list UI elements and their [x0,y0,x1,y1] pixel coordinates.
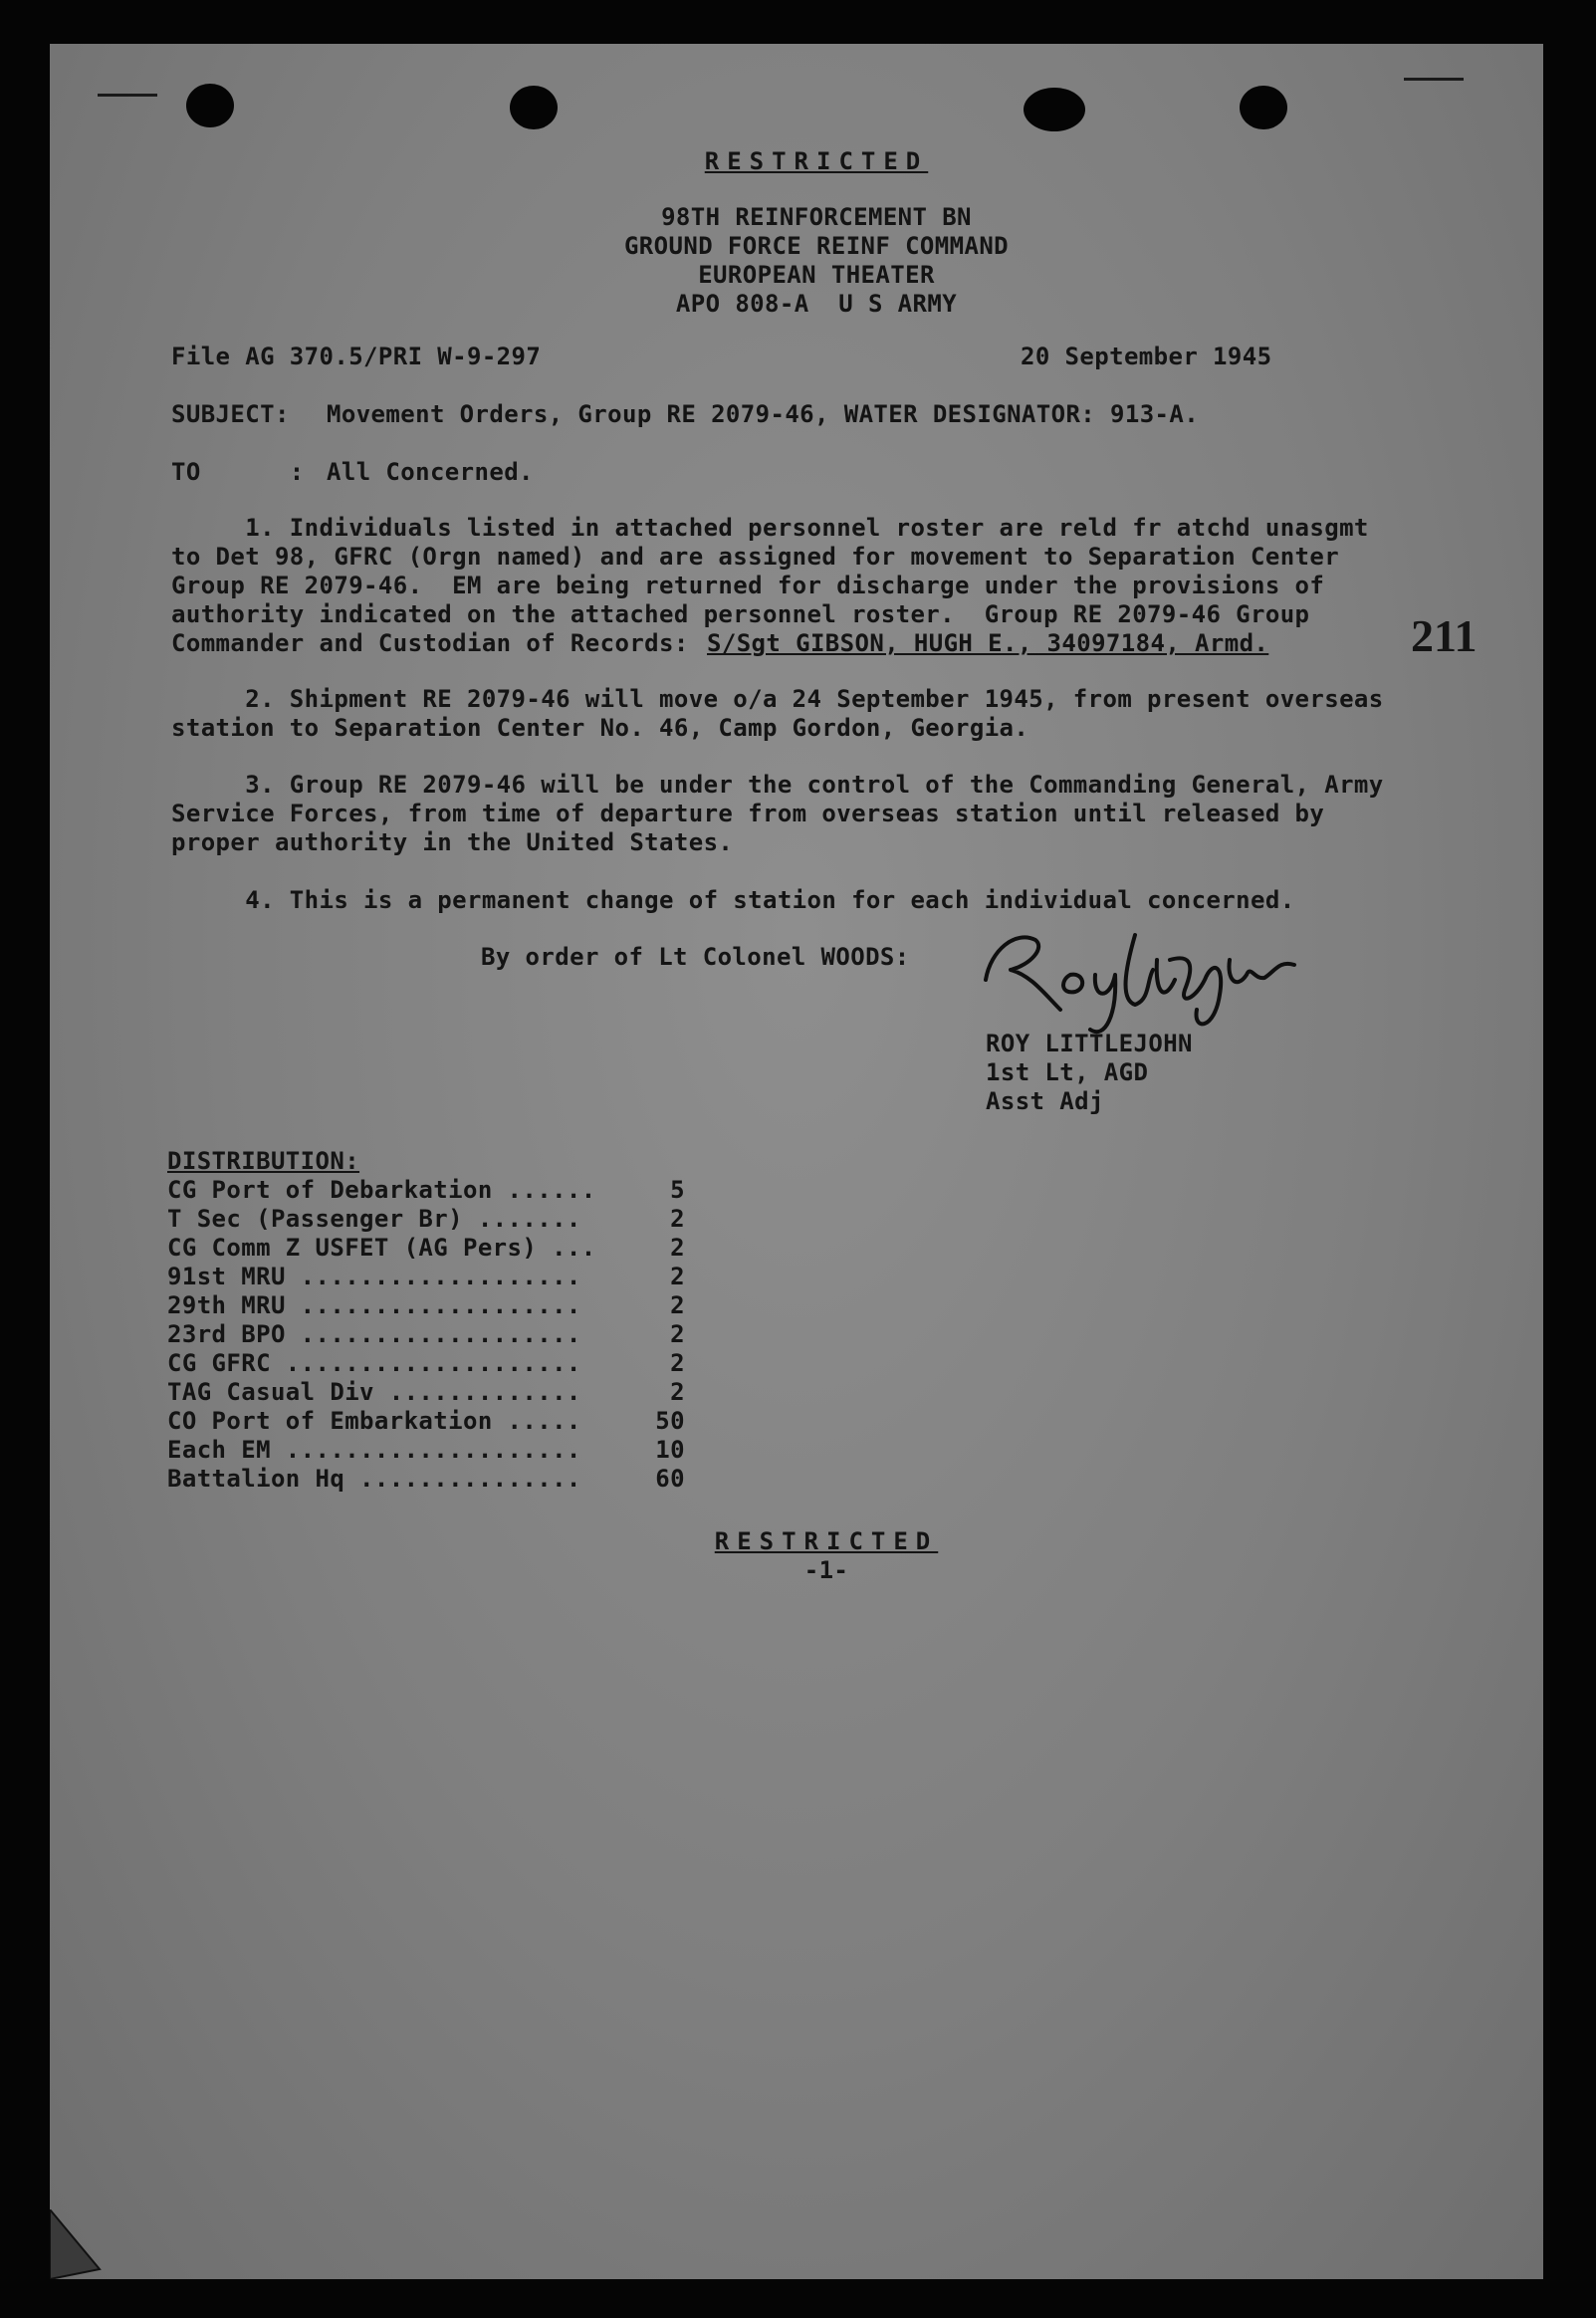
document-date: 20 September 1945 [1021,343,1272,370]
classification-footer: RESTRICTED [714,1527,939,1555]
distribution-label: T Sec (Passenger Br) ....... [167,1205,581,1233]
distribution-row [167,1349,685,1378]
paragraph-1-line-1: 1. Individuals listed in attached personnel roster are reld fr atchd unasgmt [171,514,1369,542]
distribution-count: 2 [670,1378,685,1406]
unit-line-1: 98TH REINFORCEMENT BN [661,203,972,231]
paragraph-3-line-1: 3. Group RE 2079-46 will be under the control of the Commanding General, Army [171,771,1384,799]
distribution-count: 5 [670,1176,685,1204]
group-commander: S/Sgt GIBSON, HUGH E., 34097184, Armd. [707,629,1269,657]
punch-hole-4 [1240,86,1287,129]
by-order-line: By order of Lt Colonel WOODS: [481,943,910,971]
distribution-label: 23rd BPO ................... [167,1320,581,1348]
distribution-label: CG Comm Z USFET (AG Pers) ... [167,1234,596,1262]
distribution-label: Battalion Hq ............... [167,1465,581,1493]
distribution-row [167,1465,685,1494]
paragraph-3-line-3: proper authority in the United States. [171,828,734,856]
subject-text: Movement Orders, Group RE 2079-46, WATER DESIGNATOR: 913-A. [327,400,1200,428]
distribution-label: 91st MRU ................... [167,1263,581,1290]
distribution-row [167,1378,685,1407]
file-reference: File AG 370.5/PRI W-9-297 [171,343,542,370]
punch-hole-2 [510,86,558,129]
distribution-row [167,1407,685,1436]
classification-header: RESTRICTED [704,147,929,175]
distribution-count: 2 [670,1263,685,1290]
punch-hole-3 [1024,88,1085,131]
distribution-count: 2 [670,1205,685,1233]
page-mark-number: 211 [1411,610,1478,661]
to-text: All Concerned. [327,458,534,486]
distribution-label: 29th MRU ................... [167,1291,581,1319]
document-page [50,44,1543,2279]
page-number: -1- [803,1556,849,1584]
distribution-count: 60 [655,1465,685,1493]
distribution-label: TAG Casual Div ............. [167,1378,581,1406]
paragraph-1-line-4: authority indicated on the attached personnel roster. Group RE 2079-46 Group [171,600,1310,628]
margin-line-left [98,94,157,97]
unit-line-4: APO 808-A U S ARMY [675,290,958,318]
distribution-count: 2 [670,1234,685,1262]
signer-name: ROY LITTLEJOHN [986,1030,1193,1057]
paragraph-3-line-2: Service Forces, from time of departure from overseas station until released by [171,800,1325,827]
distribution-count: 2 [670,1291,685,1319]
paragraph-1-line-2: to Det 98, GFRC (Orgn named) and are assigned for movement to Separation Center [171,543,1340,571]
unit-line-2: GROUND FORCE REINF COMMAND [623,232,1010,260]
folded-corner [50,2209,110,2279]
paragraph-2-line-2: station to Separation Center No. 46, Camp Gordon, Georgia. [171,714,1029,742]
distribution-count: 10 [655,1436,685,1464]
paragraph-1-line-3: Group RE 2079-46. EM are being returned for discharge under the provisions of [171,572,1325,599]
margin-line-right [1404,78,1464,81]
paragraph-4: 4. This is a permanent change of station for each individual concerned. [171,886,1295,914]
signer-title: Asst Adj [986,1087,1104,1115]
distribution-row [167,1291,685,1320]
subject-label: SUBJECT: [171,400,290,428]
paragraph-2-line-1: 2. Shipment RE 2079-46 will move o/a 24 September 1945, from present overseas [171,685,1384,713]
punch-hole-1 [186,84,234,127]
distribution-row [167,1263,685,1291]
unit-line-3: EUROPEAN THEATER [698,261,935,289]
distribution-count: 2 [670,1349,685,1377]
distribution-row [167,1320,685,1349]
signer-rank: 1st Lt, AGD [986,1058,1149,1086]
distribution-label: CG Port of Debarkation ...... [167,1176,596,1204]
distribution-row [167,1436,685,1465]
distribution-count: 2 [670,1320,685,1348]
distribution-row [167,1176,685,1205]
distribution-count: 50 [655,1407,685,1435]
distribution-label: CO Port of Embarkation ..... [167,1407,581,1435]
paragraph-1-line-5: Commander and Custodian of Records: [171,629,689,657]
distribution-heading: DISTRIBUTION: [167,1147,360,1175]
distribution-label: CG GFRC .................... [167,1349,581,1377]
distribution-row [167,1234,685,1263]
distribution-label: Each EM .................... [167,1436,581,1464]
to-label: TO : [171,458,305,486]
distribution-row [167,1205,685,1234]
